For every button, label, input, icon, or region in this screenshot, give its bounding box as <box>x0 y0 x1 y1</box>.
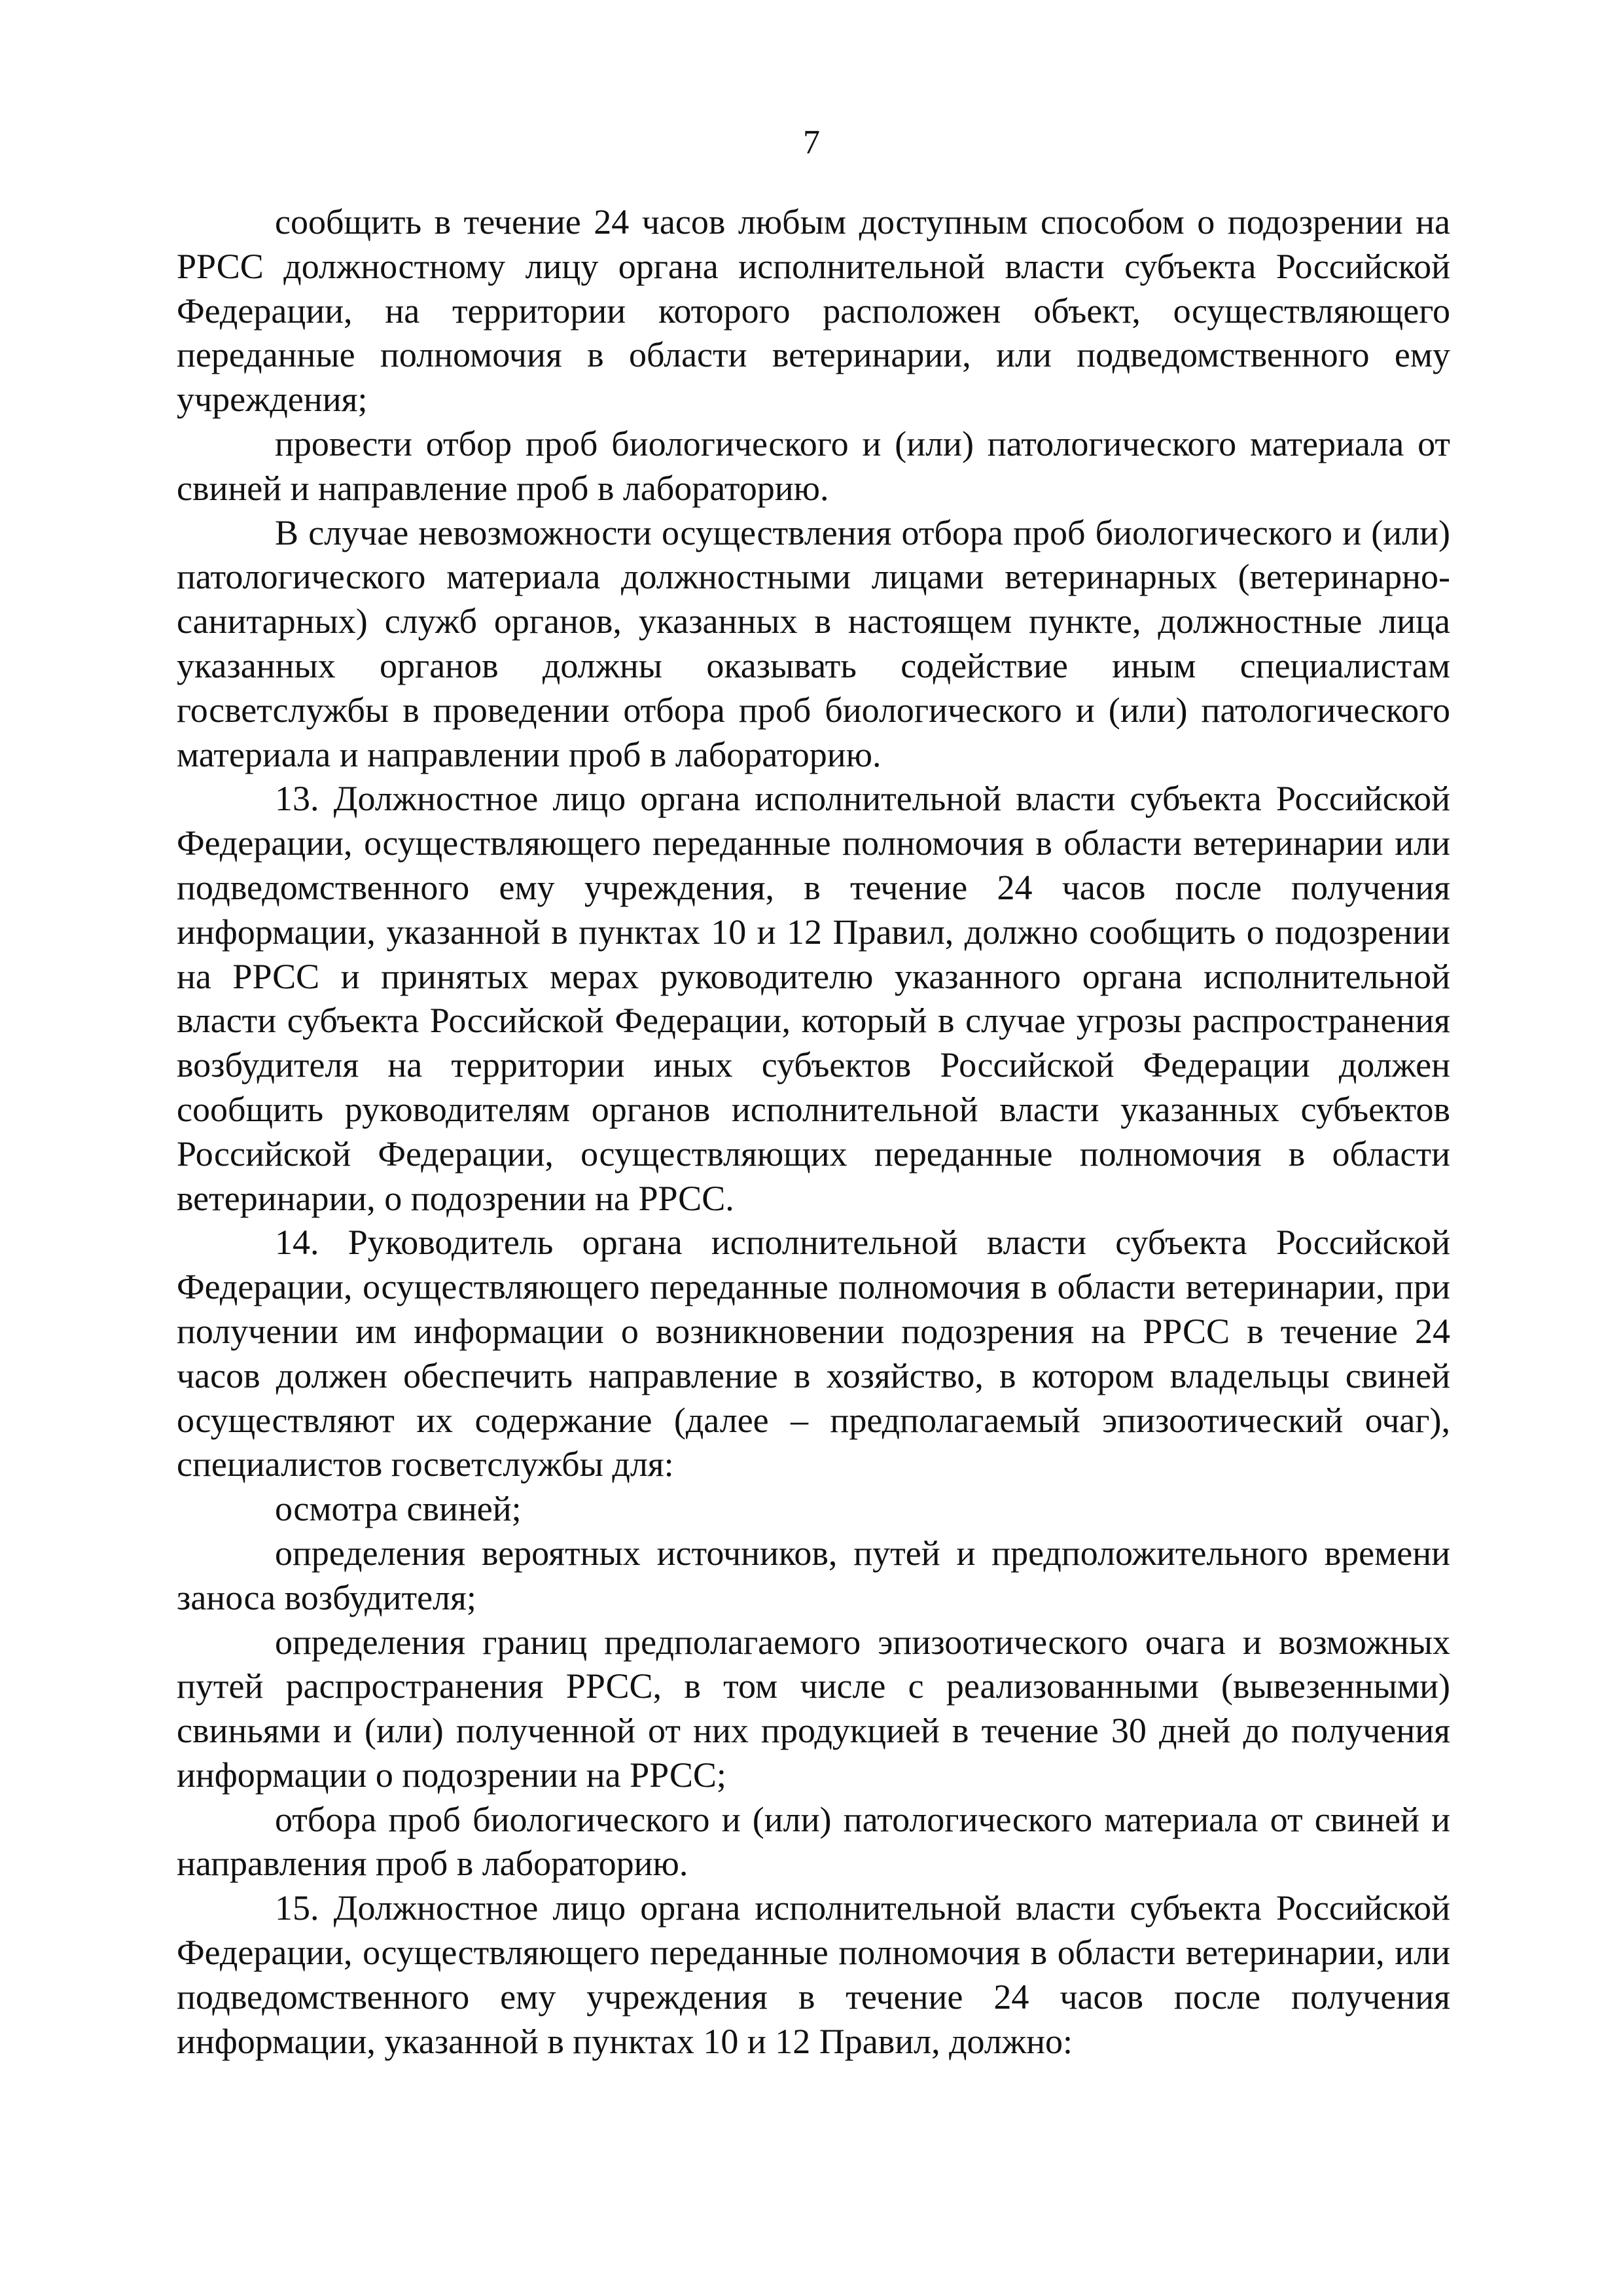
paragraph-determine-boundaries: определения границ предполагаемого эпизоотического очага и возможных путей распространения РРСС, в том числе с реализованными (вывезенными) свиньями и (или) полученной от них продукцией в течение 30 дней до получения информации о подозрении на РРСС; <box>177 1622 1450 1795</box>
paragraph-item-14: 14. Руководитель органа исполнительной власти субъекта Российской Федерации, осуществляющего переданные полномочия в области ветеринарии, при получении им информации о возникновении подозрения на РРСС в течение 24 часов должен обеспечить направление в хозяйство, в котором владельцы свиней осуществляют их содержание (далее – предполагаемый эпизоотический очаг), специалистов госветслужбы для: <box>177 1223 1450 1484</box>
paragraph-inspect-pigs: осмотра свиней; <box>275 1489 522 1529</box>
paragraph-sampling-assistance: В случае невозможности осуществления отбора проб биологического и (или) патологического материала должностными лицами ветеринарных (ветеринарно-санитарных) служб органов, указанных в настоящем пункте, должностные лица указанных органов должны оказывать содействие иным специалистам госветслужбы в проведении отбора проб биологического и (или) патологического материала и направлении проб в лабораторию. <box>177 512 1450 774</box>
paragraph-determine-sources: определения вероятных источников, путей и предположительного времени заноса возбудителя; <box>177 1533 1450 1617</box>
paragraph-item-15: 15. Должностное лицо органа исполнительной власти субъекта Российской Федерации, осуществляющего переданные полномочия в области ветеринарии, или подведомственного ему учреждения в течение 24 часов после получения информации, указанной в пунктах 10 и 12 Правил, должно: <box>177 1888 1450 2061</box>
paragraph-take-samples: провести отбор проб биологического и (или) патологического материала от свиней и направление проб в лабораторию. <box>177 423 1450 508</box>
paragraph-report-suspicion: сообщить в течение 24 часов любым доступным способом о подозрении на РРСС должностному лицу органа исполнительной власти субъекта Российской Федерации, на территории которого расположен объект, осуществляющего переданные полномочия в области ветеринарии, или подведомственного ему учреждения; <box>177 202 1450 420</box>
document-body <box>177 200 1450 2064</box>
paragraph-item-13: 13. Должностное лицо органа исполнительной власти субъекта Российской Федерации, осуществляющего переданные полномочия в области ветеринарии или подведомственного ему учреждения, в течение 24 часов после получения информации, указанной в пунктах 10 и 12 Правил, должно сообщить о подозрении на РРСС и принятых мерах руководителю указанного органа исполнительной власти субъекта Российской Федерации, который в случае угрозы распространения возбудителя на территории иных субъектов Российской Федерации должен сообщить руководителям органов исполнительной власти указанных субъектов Российской Федерации, осуществляющих переданные полномочия в области ветеринарии, о подозрении на РРСС. <box>177 779 1450 1218</box>
paragraph-sample-collection: отбора проб биологического и (или) патологического материала от свиней и направления проб в лабораторию. <box>177 1799 1450 1884</box>
page-number: 7 <box>803 124 820 161</box>
